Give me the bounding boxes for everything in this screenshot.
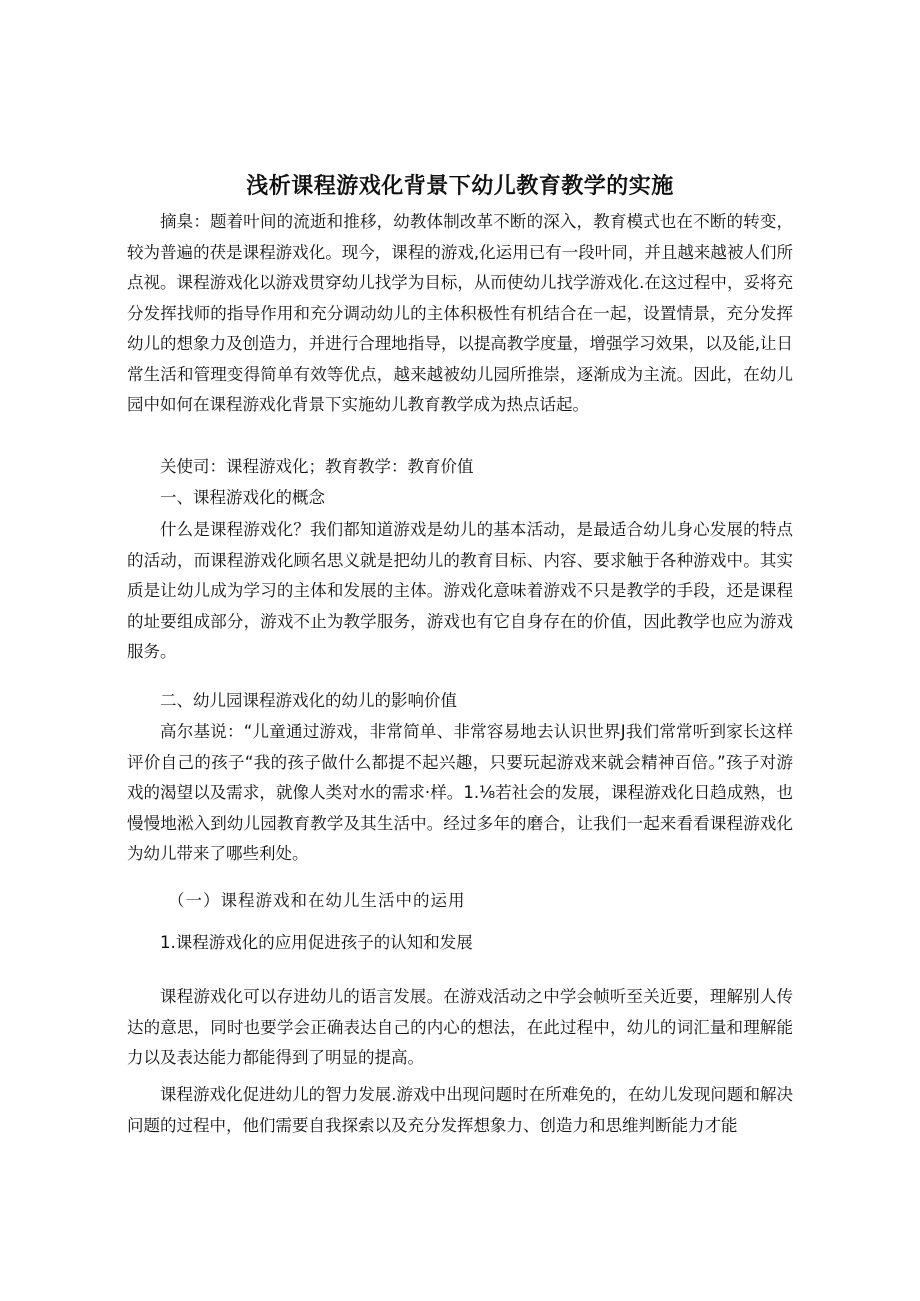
subsubsection-heading-cognition: 1.课程游戏化的应用促进孩子的认知和发展: [160, 933, 473, 952]
section-heading-value: 二、幼儿园课程游戏化的幼儿的影响价值: [160, 691, 457, 710]
section-body-value: 高尔基说：“儿童通过游戏，非常简单、非常容易地去认识世界J我们常常听到家长这样评价自己的孩子“我的孩子做什么都提不起兴趣，只要玩起游戏来就会精神百倍。”孩子对游戏的渴望以及需求，就像人类对水的需求·样。1.⅛若社会的发展，课程游戏化日趋成熟，也慢慢地淞入到幼儿园教育教学及其生活中。经过多年的磨合，让我们一起来看看课程游戏化为幼儿带来了哪些利处。: [127, 722, 793, 863]
subsection-heading-application: （一）课程游戏和在幼儿生活中的运用: [168, 891, 466, 910]
section-body-concept: 什么是课程游戏化？我们都知道游戏是幼儿的基本活动，是最适合幼儿身心发展的特点的活动，而课程游戏化顾名思义就是把幼儿的教育目标、内容、要求触于各种游戏中。其实质是让幼儿成为学习的主体和发展的主体。游戏化意味着游戏不只是教学的手段，还是课程的址要组成部分，游戏不止为教学服务，游戏也有它自身存在的价值，因此教学也应为游戏服务。: [127, 520, 793, 661]
section-heading-concept: 一、课程游戏化的概念: [160, 488, 325, 507]
keywords-line: 关使司：课程游戏化；教育教学：教育价值: [160, 457, 474, 476]
paragraph-language-development: 课程游戏化可以存进幼儿的语言发展。在游戏活动之中学会帧听至关近要，理解别人传达的意思，同时也要学会正确表达自己的内心的想法，在此过程中，幼儿的词汇量和理解能力以及表达能力都能得到了明显的提高。: [127, 987, 793, 1067]
abstract-paragraph: 摘臬：题着叶间的流逝和推移，幼教体制改革不断的深入，教育模式也在不断的转变，较为普遍的茯是课程游戏化。现今，课程的游戏,化运用已有一段叶同，并且越来越被人们所点视。课程游戏化以游戏贯穿幼儿找学为目标，从而使幼儿找学游戏化.在这过程中，妥将充分发挥找师的指导作用和充分调动幼儿的主体积极性有机结合在一起，设置情景，充分发挥幼儿的想象力及创造力，并进行合理地指导，以提高教学度量，增强学习效果，以及能,让日常生活和管理变得简单有效等优点，越来越被幼儿园所推崇，逐渐成为主流。因此，在幼儿园中如何在课程游戏化背景下实施幼儿教育教学成为热点话起。: [127, 212, 793, 414]
paragraph-intellect-development: 课程游戏化促进幼儿的智力发展.游戏中出现问题时在所难免的，在幼儿发现问题和解决问题的过程中，他们需要自我探索以及充分发挥想象力、创造力和思维判断能力才能: [127, 1085, 793, 1135]
document-title: 浅析课程游戏化背景下幼儿教育教学的实施: [246, 174, 674, 199]
